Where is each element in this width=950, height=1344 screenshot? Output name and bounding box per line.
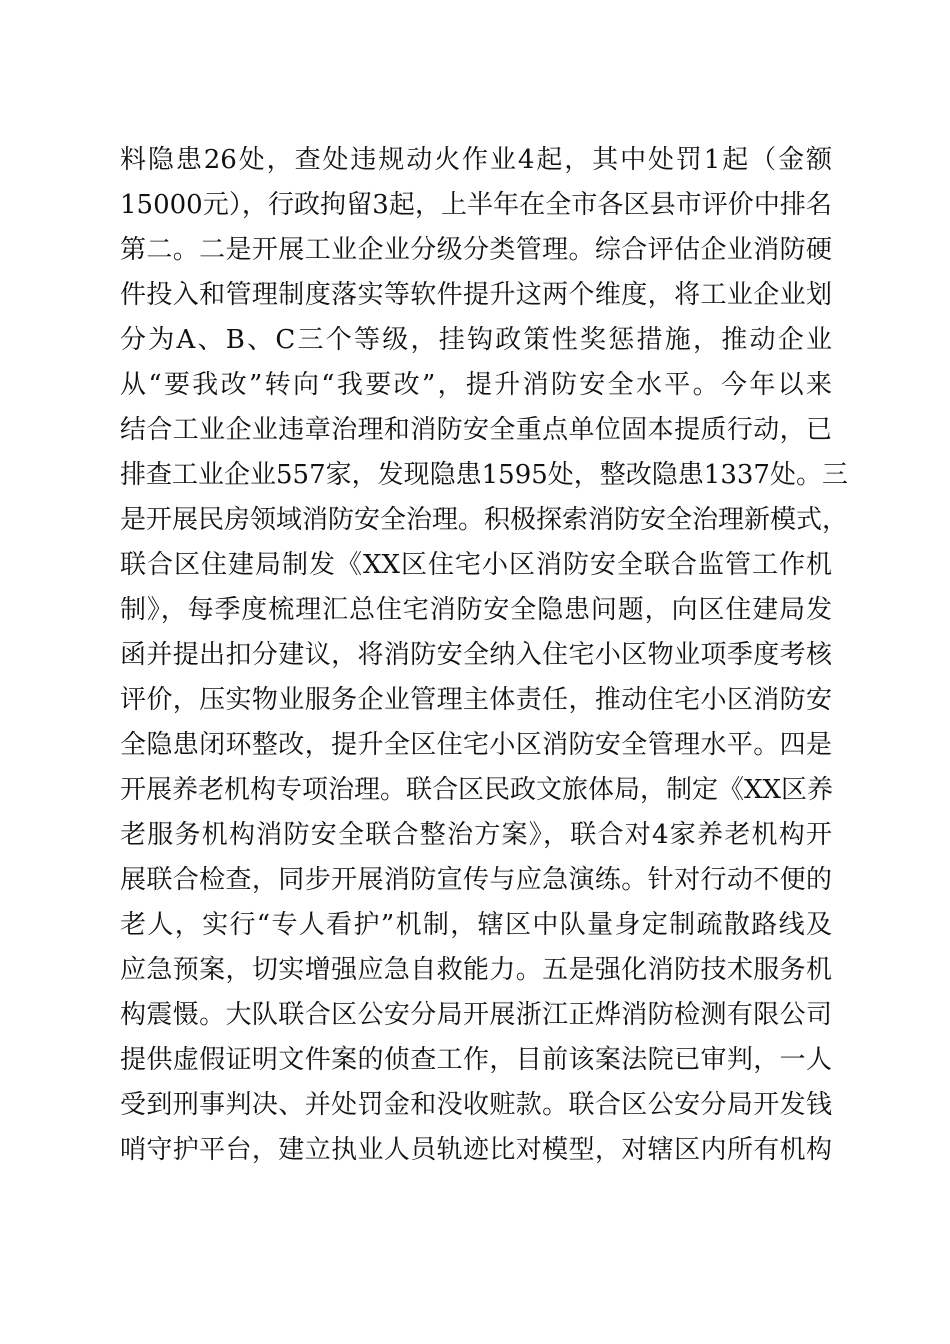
text-line-21: 提供虚假证明文件案的侦查工作，目前该案法院已审判，一人 [120, 1045, 832, 1075]
text-line-17: 展联合检查，同步开展消防宣传与应急演练。针对行动不便的 [120, 865, 832, 895]
body-paragraph [120, 138, 849, 1173]
text-line-15: 开展养老机构专项治理。联合区民政文旅体局，制定《XX区养 [120, 775, 834, 805]
text-line-9: 是开展民房领域消防安全治理。积极探索消防安全治理新模式， [120, 505, 849, 535]
text-line-12: 函并提出扣分建议，将消防安全纳入住宅小区物业项季度考核 [120, 640, 832, 670]
text-line-20: 构震慑。大队联合区公安分局开展浙江正烨消防检测有限公司 [120, 1000, 832, 1030]
text-line-8: 排查工业企业557家，发现隐患1595处，整改隐患1337处。三 [120, 460, 848, 490]
text-line-23: 哨守护平台，建立执业人员轨迹比对模型，对辖区内所有机构 [120, 1135, 832, 1165]
text-line-5: 分为A、B、C三个等级，挂钩政策性奖惩措施，推动企业 [120, 325, 832, 355]
text-line-6: 从“要我改”转向“我要改”，提升消防安全水平。今年以来 [120, 370, 832, 400]
text-line-19: 应急预案，切实增强应急自救能力。五是强化消防技术服务机 [120, 955, 832, 985]
text-line-1: 料隐患26处，查处违规动火作业4起，其中处罚1起（金额 [120, 145, 832, 175]
text-line-16: 老服务机构消防安全联合整治方案》，联合对4家养老机构开 [120, 820, 832, 850]
text-line-10: 联合区住建局制发《XX区住宅小区消防安全联合监管工作机 [120, 550, 832, 580]
text-line-2: 15000元），行政拘留3起，上半年在全市各区县市评价中排名 [120, 190, 832, 220]
text-line-4: 件投入和管理制度落实等软件提升这两个维度，将工业企业划 [120, 280, 832, 310]
text-line-3: 第二。二是开展工业企业分级分类管理。综合评估企业消防硬 [120, 235, 832, 265]
text-line-13: 评价，压实物业服务企业管理主体责任，推动住宅小区消防安 [120, 685, 832, 715]
text-line-11: 制》，每季度梳理汇总住宅消防安全隐患问题，向区住建局发 [120, 595, 832, 625]
text-line-14: 全隐患闭环整改，提升全区住宅小区消防安全管理水平。四是 [120, 730, 832, 760]
text-line-22: 受到刑事判决、并处罚金和没收赃款。联合区公安分局开发钱 [120, 1090, 832, 1120]
text-line-18: 老人，实行“专人看护”机制，辖区中队量身定制疏散路线及 [120, 910, 832, 940]
text-line-7: 结合工业企业违章治理和消防安全重点单位固本提质行动，已 [120, 415, 832, 445]
